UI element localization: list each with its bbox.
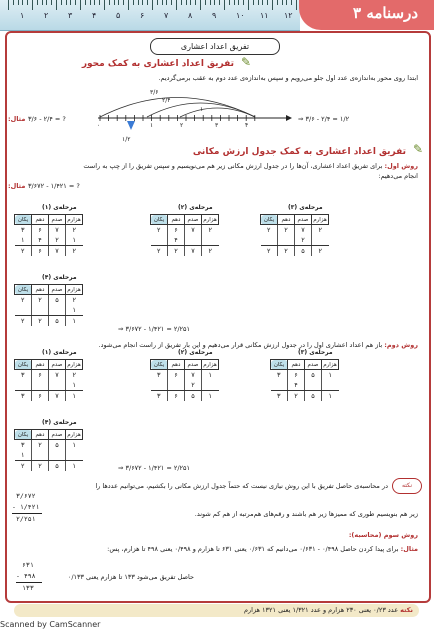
- table-cell: ۵: [305, 370, 322, 381]
- table-header-cell: صدم: [295, 215, 312, 225]
- table-cell: ۲: [157, 226, 161, 234]
- table-cell: ۲: [49, 235, 66, 246]
- ruler-tick: [181, 0, 182, 5]
- table-cell: ۳: [277, 392, 281, 400]
- table-row: [15, 391, 83, 402]
- table-row: [15, 440, 83, 451]
- ruler-tick: [142, 0, 143, 5]
- ruler-tick: [229, 0, 230, 5]
- ruler-tick: [190, 0, 191, 5]
- table-cell: [49, 305, 66, 316]
- table-cell: [151, 235, 168, 246]
- table-header-cell: صدم: [49, 285, 66, 295]
- m1-table: [150, 214, 219, 256]
- sec1-text: ابتدا روی محور به‌اندازه‌ی عدد اول جلو می‌رویم و سپس به‌اندازه‌ی عدد دوم به عقب برمی‌گردیم.: [158, 74, 418, 82]
- axis-label-0: ۰: [97, 122, 101, 129]
- m2-phase-label: مرحله‌ی (۱): [42, 349, 77, 356]
- ruler-tick: [37, 0, 38, 5]
- ruler-tick: [234, 0, 235, 5]
- ruler-tick: [277, 0, 278, 5]
- ruler-tick: [258, 0, 259, 5]
- m2-result: ⇒ ۳/۶۷۲ - ۱/۴۲۱ = ۲/۲۵۱: [118, 464, 191, 472]
- table-cell: [32, 450, 49, 461]
- ruler-tick: [147, 0, 148, 5]
- ruler-tick: [138, 0, 139, 5]
- ruler-tick: [296, 0, 297, 10]
- table-cell: [312, 235, 329, 246]
- table-cell: ۲: [32, 295, 49, 306]
- table-cell: ۶: [32, 246, 49, 257]
- ruler-tick: [123, 0, 124, 5]
- table-cell: ۳: [157, 371, 161, 379]
- table-header-cell: یکان: [151, 215, 168, 225]
- answer-label: ۱/۲: [122, 136, 131, 143]
- table-header-cell: هزارم: [67, 216, 81, 223]
- ruler-number: ۹: [212, 11, 217, 20]
- m2-phase-label: مرحله‌ی (۳): [298, 349, 333, 356]
- arc-label-1: ۳/۶: [150, 89, 159, 96]
- method1-label: روش اول:: [384, 162, 418, 170]
- table-cell: ۳: [157, 392, 161, 400]
- table-cell: [151, 380, 168, 391]
- table-cell: ۱: [322, 391, 339, 402]
- axis-label-2: ۲: [180, 122, 184, 129]
- table-cell: ۱: [66, 235, 83, 246]
- table-cell: [322, 380, 339, 391]
- table-cell: ۲: [312, 246, 329, 257]
- ruler-tick: [70, 0, 71, 5]
- ruler-tick: [200, 0, 201, 10]
- table-cell: [49, 450, 66, 461]
- ruler-tick: [152, 0, 153, 10]
- table-header-cell: دهم: [32, 360, 49, 370]
- ruler-graphic: [0, 0, 300, 31]
- ruler-tick: [109, 0, 110, 5]
- ruler-number: ۶: [140, 11, 145, 20]
- table-header-cell: هزارم: [67, 286, 81, 293]
- table-cell: ۱: [15, 450, 32, 461]
- ruler-tick: [286, 0, 287, 5]
- table-cell: ۵: [185, 391, 202, 402]
- lesson-banner: [299, 0, 434, 30]
- ruler-tick: [243, 0, 244, 5]
- table-row: [261, 246, 329, 257]
- m1-table: [260, 214, 329, 256]
- table-header-cell: صدم: [49, 430, 66, 440]
- table-cell: [15, 380, 32, 391]
- ruler-tick: [66, 0, 67, 5]
- m2-table: [270, 359, 339, 401]
- axis-label-4: ۴: [245, 122, 249, 129]
- ruler-tick: [157, 0, 158, 5]
- ruler-tick: [42, 0, 43, 5]
- table-row: [15, 370, 83, 381]
- ruler-number: ۱۱: [260, 11, 269, 20]
- answer-pointer: [127, 121, 135, 130]
- method2-label: روش دوم:: [384, 341, 418, 349]
- table-cell: ۲: [21, 462, 25, 470]
- ruler-tick: [22, 0, 23, 5]
- m2-table: [14, 429, 83, 471]
- ruler-tick: [32, 0, 33, 10]
- m3-calc-line3: ۱۳۳: [22, 584, 34, 592]
- arc-label-3: ۱: [200, 106, 204, 113]
- axis-label-3: ۳: [215, 122, 219, 129]
- table-cell: [15, 305, 32, 316]
- table-header-cell: دهم: [32, 285, 49, 295]
- table-row: [15, 450, 83, 461]
- table-cell: [49, 380, 66, 391]
- m3-calc-line2: - ۴۹۸: [16, 572, 36, 580]
- lesson-title: تفریق اعداد اعشاری: [150, 38, 280, 55]
- ruler-number: ۱۰: [236, 11, 245, 20]
- table-header-cell: هزارم: [67, 361, 81, 368]
- table-cell: [168, 380, 185, 391]
- bottom-note-bar: [14, 604, 419, 617]
- table-cell: [185, 235, 202, 246]
- ruler-tick: [282, 0, 283, 5]
- table-cell: ۶: [168, 225, 185, 236]
- table-cell: ۲: [157, 247, 161, 255]
- table-row: [271, 391, 339, 402]
- ruler-tick: [224, 0, 225, 10]
- note-calc-line3: ۲/۲۵۱: [16, 515, 36, 523]
- ruler-tick: [253, 0, 254, 5]
- table-header-cell: دهم: [278, 215, 295, 225]
- table-header-cell: هزارم: [323, 361, 337, 368]
- ruler-tick: [166, 0, 167, 5]
- table-cell: ۲: [168, 246, 185, 257]
- table-row: [151, 370, 219, 381]
- ruler-tick: [248, 0, 249, 10]
- table-cell: ۵: [295, 246, 312, 257]
- table-row: [151, 235, 219, 246]
- note-calc-line2: - ۱/۴۲۱: [12, 503, 40, 511]
- ruler-tick: [61, 0, 62, 5]
- ruler-tick: [210, 0, 211, 5]
- ruler-tick: [176, 0, 177, 10]
- table-cell: ۲: [66, 225, 83, 236]
- table-cell: [271, 380, 288, 391]
- table-cell: [278, 235, 295, 246]
- ruler-tick: [75, 0, 76, 5]
- ruler-tick: [85, 0, 86, 5]
- table-cell: ۵: [305, 391, 322, 402]
- table-header-cell: صدم: [49, 360, 66, 370]
- table-cell: ۷: [185, 225, 202, 236]
- table-cell: ۲: [21, 247, 25, 255]
- table-cell: ۳: [21, 371, 25, 379]
- m3-calc-line1: ۶۳۱: [22, 561, 34, 569]
- table-row: [261, 225, 329, 236]
- ruler-tick: [205, 0, 206, 5]
- table-header-cell: یکان: [15, 285, 32, 295]
- banner-title: درسنامه ۳: [353, 4, 418, 22]
- table-cell: ۲: [185, 380, 202, 391]
- ruler-tick: [219, 0, 220, 5]
- axis-label-1: ۱: [150, 122, 154, 129]
- table-cell: ۳: [21, 392, 25, 400]
- table-header-cell: دهم: [32, 430, 49, 440]
- table-cell: ۱: [66, 461, 83, 472]
- table-cell: ۷: [49, 246, 66, 257]
- arc-back-2: [180, 108, 255, 117]
- ruler-number: ۸: [188, 11, 193, 20]
- table-row: [151, 380, 219, 391]
- axis-arrow: [286, 115, 292, 121]
- ruler-tick: [27, 0, 28, 5]
- ruler-tick: [80, 0, 81, 10]
- table-cell: ۱: [66, 391, 83, 402]
- ruler-tick: [128, 0, 129, 10]
- ruler-tick: [291, 0, 292, 5]
- scanner-footer: Scanned by CamScanner: [0, 620, 101, 629]
- table-cell: ۶: [288, 370, 305, 381]
- table-cell: ۷: [185, 370, 202, 381]
- table-cell: ۲: [66, 295, 83, 306]
- ruler-tick: [104, 0, 105, 10]
- table-cell: ۲: [66, 246, 83, 257]
- table-cell: ۷: [49, 370, 66, 381]
- table-header-cell: هزارم: [203, 361, 217, 368]
- method3-label: روش سوم (محاسبه):: [348, 531, 418, 539]
- table-cell: ۵: [49, 316, 66, 327]
- table-cell: ۱: [66, 440, 83, 451]
- m3-calc-rule: [16, 582, 42, 583]
- table-row: [15, 295, 83, 306]
- note-text1: در محاسبه‌ی حاصل تفریق با این روش نیازی نیست که حتماً جدول ارزش مکانی را بکشیم، می‌توانیم عددها را: [95, 482, 388, 490]
- sec1-example-right: ⇒ ۳/۶ - ۲/۴ = ۱/۲: [298, 115, 350, 123]
- table-cell: [261, 235, 278, 246]
- table-cell: ۴: [288, 380, 305, 391]
- table-row: [15, 305, 83, 316]
- table-cell: [32, 380, 49, 391]
- ruler-number: ۵: [116, 11, 121, 20]
- ruler-number: ۲: [44, 11, 49, 20]
- ruler-tick: [99, 0, 100, 5]
- ruler-number: ۴: [92, 11, 97, 20]
- method3-example-label: مثال:: [400, 545, 418, 553]
- table-header-cell: دهم: [288, 360, 305, 370]
- table-cell: ۲: [288, 391, 305, 402]
- pencil-icon: ✎: [412, 142, 423, 156]
- ruler-tick: [238, 0, 239, 5]
- method3-result: حاصل تفریق می‌شود ۱۳۳ تا هزارم یعنی ۰/۱۳۳: [67, 573, 194, 581]
- table-cell: ۱: [66, 305, 83, 316]
- table-row: [261, 235, 329, 246]
- m1-phase-label: مرحله‌ی (۱): [42, 204, 77, 211]
- table-header-cell: هزارم: [67, 431, 81, 438]
- table-row: [271, 380, 339, 391]
- ruler-tick: [94, 0, 95, 5]
- ruler-tick: [133, 0, 134, 5]
- table-cell: ۶: [32, 225, 49, 236]
- table-row: [271, 370, 339, 381]
- sec1-heading: تفریق اعداد اعشاری به کمک محور: [81, 59, 234, 69]
- table-cell: ۲: [32, 461, 49, 472]
- table-cell: ۲: [202, 246, 219, 257]
- table-cell: ۶: [32, 370, 49, 381]
- note-icon: نکته: [392, 478, 422, 494]
- table-cell: ۶: [168, 391, 185, 402]
- table-cell: ۲: [21, 317, 25, 325]
- table-cell: ۴: [32, 235, 49, 246]
- ruler-tick: [8, 0, 9, 10]
- table-row: [15, 225, 83, 236]
- table-header-cell: صدم: [49, 215, 66, 225]
- table-cell: ۳: [21, 226, 25, 234]
- ruler-tick: [171, 0, 172, 5]
- table-cell: ۱: [322, 370, 339, 381]
- ruler-number: ۷: [164, 11, 169, 20]
- table-header-cell: یکان: [151, 360, 168, 370]
- ruler-tick: [90, 0, 91, 5]
- table-cell: [202, 235, 219, 246]
- table-cell: [66, 450, 83, 461]
- table-header-cell: دهم: [168, 215, 185, 225]
- table-cell: [202, 380, 219, 391]
- table-cell: ۲: [278, 225, 295, 236]
- ruler-tick: [18, 0, 19, 5]
- ruler-tick: [118, 0, 119, 5]
- method3-text: برای پیدا کردن حاصل ۰/۴۹۸ - ۰/۶۳۱ می‌دانیم که ۰/۶۳۱ یعنی ۶۳۱ تا هزارم و ۰/۴۹۸ یعنی ۴۹۸ تا هزارم، پس:: [107, 545, 399, 553]
- table-cell: ۱: [66, 316, 83, 327]
- ruler-tick: [267, 0, 268, 5]
- table-cell: ۱: [202, 370, 219, 381]
- m1-result: ⇒ ۳/۶۷۲ - ۱/۴۲۱ = ۲/۲۵۱: [118, 325, 191, 333]
- table-cell: ۵: [49, 295, 66, 306]
- ruler-tick: [56, 0, 57, 10]
- table-header-cell: یکان: [15, 360, 32, 370]
- table-cell: ۱: [15, 235, 32, 246]
- table-header-cell: دهم: [32, 215, 49, 225]
- table-row: [15, 246, 83, 257]
- ruler-tick: [262, 0, 263, 5]
- ruler-tick: [114, 0, 115, 5]
- m1-table: [14, 284, 83, 326]
- table-cell: ۲: [267, 247, 271, 255]
- ruler-number: ۱۲: [284, 11, 293, 20]
- table-cell: [32, 305, 49, 316]
- ruler-number: ۳: [68, 11, 73, 20]
- sec1-example-label: مثال:: [8, 115, 26, 123]
- pencil-icon: ✎: [240, 55, 251, 69]
- table-cell: ۲: [295, 235, 312, 246]
- table-cell: ۲: [66, 370, 83, 381]
- ruler-tick: [162, 0, 163, 5]
- table-cell: ۲: [32, 440, 49, 451]
- m1-phase-label: مرحله‌ی (۲): [178, 204, 213, 211]
- table-row: [15, 461, 83, 472]
- table-cell: ۷: [49, 391, 66, 402]
- table-cell: ۱: [202, 391, 219, 402]
- table-cell: ۶: [168, 370, 185, 381]
- note-calc-rule: [12, 513, 42, 514]
- ruler-tick: [46, 0, 47, 5]
- table-header-cell: یکان: [15, 430, 32, 440]
- table-cell: ۲: [312, 225, 329, 236]
- m1-table: [14, 214, 83, 256]
- table-header-cell: صدم: [305, 360, 322, 370]
- ruler-tick: [195, 0, 196, 5]
- table-cell: [305, 380, 322, 391]
- table-cell: ۲: [32, 316, 49, 327]
- method1-text1: برای تفریق اعداد اعشاری، آن‌ها را در جدول ارزش مکانی زیر هم می‌نویسیم و سپس تفریق را از چپ به راست: [83, 162, 383, 170]
- table-cell: ۵: [49, 461, 66, 472]
- table-row: [15, 235, 83, 246]
- m2-table: [14, 359, 83, 401]
- table-cell: ۴: [168, 235, 185, 246]
- sec2-heading: تفریق اعداد اعشاری به کمک جدول ارزش مکانی: [192, 147, 406, 157]
- table-header-cell: صدم: [185, 215, 202, 225]
- table-row: [151, 225, 219, 236]
- ruler-tick: [214, 0, 215, 5]
- note-calc-line1: ۳/۶۷۲: [16, 492, 36, 500]
- table-cell: ۳: [277, 371, 281, 379]
- table-row: [15, 380, 83, 391]
- m1-phase-label: مرحله‌ی (۳): [288, 204, 323, 211]
- method1-text2: انجام می‌دهیم:: [378, 172, 418, 180]
- table-cell: ۷: [49, 225, 66, 236]
- ruler-tick: [13, 0, 14, 5]
- arc-label-2: ۲/۴: [162, 97, 171, 104]
- sec2-example-expr: ۳/۶۷۲ - ۱/۴۲۱ = ?: [28, 182, 80, 190]
- table-header-cell: یکان: [271, 360, 288, 370]
- m2-table: [150, 359, 219, 401]
- table-cell: ۵: [49, 440, 66, 451]
- m1-phase-label: مرحله‌ی (۴): [42, 274, 77, 281]
- table-row: [151, 246, 219, 257]
- sec2-example-label: مثال:: [8, 182, 26, 190]
- table-cell: ۱: [66, 380, 83, 391]
- table-cell: ۲: [202, 225, 219, 236]
- m2-phase-label: مرحله‌ی (۴): [42, 419, 77, 426]
- sec1-example-left: ۳/۶ - ۲/۴ = ?: [28, 115, 66, 123]
- table-cell: ۷: [295, 225, 312, 236]
- note-text2: زیر هم بنویسیم طوری که ممیزها زیر هم باشند و رقم‌های هم‌مرتبه از هم کم شوند.: [194, 510, 418, 518]
- table-cell: ۳: [21, 441, 25, 449]
- method2-text: باز هم اعداد اعشاری اول را در جدول ارزش مکانی قرار می‌دهیم و این بار تفریق از راست انجام می‌شود.: [98, 341, 383, 349]
- table-header-cell: صدم: [185, 360, 202, 370]
- table-cell: ۷: [185, 246, 202, 257]
- ruler-tick: [272, 0, 273, 10]
- table-cell: ۲: [21, 296, 25, 304]
- m2-phase-label: مرحله‌ی (۲): [178, 349, 213, 356]
- table-row: [151, 391, 219, 402]
- table-row: [15, 316, 83, 327]
- table-cell: ۶: [32, 391, 49, 402]
- table-header-cell: یکان: [15, 215, 32, 225]
- table-header-cell: دهم: [168, 360, 185, 370]
- bottom-note-text: عدد ۰/۲۳ یعنی ۲۳۰ هزارم و عدد ۱/۳۲۱ یعنی ۱۳۲۱ هزارم: [243, 606, 399, 614]
- ruler-tick: [51, 0, 52, 5]
- table-cell: ۲: [267, 226, 271, 234]
- table-header-cell: یکان: [261, 215, 278, 225]
- ruler-tick: [186, 0, 187, 5]
- ruler-number: ۱: [20, 11, 25, 20]
- bottom-note-icon: نکته: [400, 606, 413, 614]
- table-header-cell: هزارم: [203, 216, 217, 223]
- table-header-cell: هزارم: [313, 216, 327, 223]
- table-cell: ۲: [278, 246, 295, 257]
